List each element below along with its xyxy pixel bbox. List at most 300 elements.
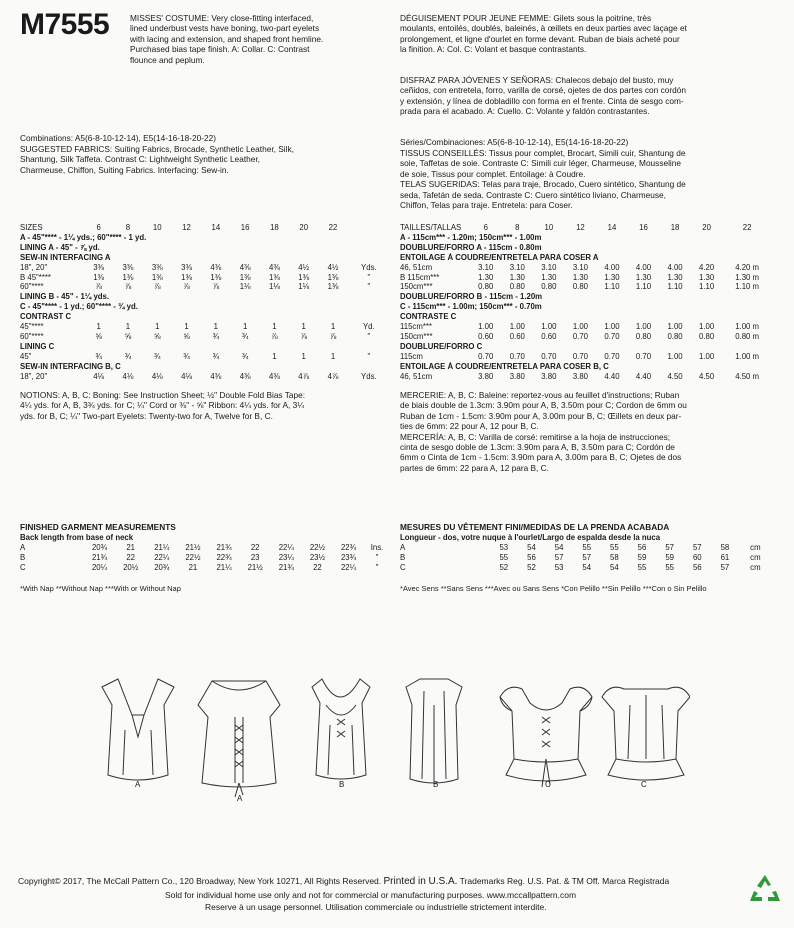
table-row [400, 342, 772, 352]
spanish-description [400, 75, 686, 117]
table-row [20, 243, 390, 253]
table-row [20, 342, 390, 352]
table-cell: 1.00 m [735, 322, 760, 332]
table-cell: 57 [582, 552, 592, 562]
table-cell: 4.20 m [735, 262, 760, 272]
table-cell: 1.10 [635, 282, 652, 292]
table-cell: 1⅛ [239, 282, 251, 292]
table-cell: A - 45"**** - 1¼ yds.; 60"**** - 1 yd. [20, 232, 147, 242]
table-row [400, 292, 772, 302]
table-row [20, 312, 390, 322]
table-cell: 4.50 [699, 371, 715, 381]
table-cell: 1 [330, 322, 336, 332]
table-cell: ¾ [241, 331, 249, 341]
table-cell: 4⅜ [269, 371, 280, 381]
measurements-table-en [20, 533, 390, 573]
table-cell: 150cm*** [400, 282, 433, 292]
table-row [20, 332, 390, 342]
table-cell: 4⅜ [210, 371, 222, 381]
table-cell: 1.30 [509, 272, 525, 282]
suggested-fabrics [20, 144, 294, 175]
table-cell: 1.00 [699, 322, 715, 332]
table-cell: 14 [211, 223, 221, 232]
fabric-line: SUGGESTED FABRICS: Suiting Fabrics, Brocade, Synthetic Leather, Silk, [20, 144, 294, 154]
table-cell: 12 [576, 223, 585, 232]
view-label-c-back: C [641, 780, 647, 789]
table-cell: 1⅛ [269, 282, 280, 292]
table-cell: 1.30 m [735, 272, 760, 282]
view-b-front-sketch [312, 679, 370, 779]
table-cell: 21½ [247, 562, 263, 572]
table-cell: ⅞ [95, 282, 102, 292]
table-cell: " [367, 351, 371, 361]
table-cell: 57 [720, 562, 730, 572]
table-cell: 22½ [309, 542, 326, 552]
table-cell: B 45"**** [20, 272, 51, 282]
table-cell: 4.00 [667, 262, 683, 272]
notion-line: partes de 6mm: 22 para A, 12 para B, C. [400, 462, 549, 473]
fabric-line: TISSUS CONSEILLÉS: Tissus pour complet, Brocart, Simili cuir, Shantung de [400, 148, 686, 158]
measurements-title-en: FINISHED GARMENT MEASUREMENTS [20, 522, 176, 532]
table-cell: 58 [610, 552, 619, 562]
table-cell: ¾ [212, 331, 220, 341]
table-row [400, 243, 772, 253]
table-cell: 57 [692, 542, 702, 552]
table-row [20, 553, 390, 563]
table-cell: 1.00 [635, 322, 652, 332]
table-cell: Yds. [361, 371, 377, 381]
table-cell: 56 [692, 562, 702, 572]
table-cell: 1.10 [699, 282, 715, 292]
table-cell: ⅞ [183, 282, 190, 292]
table-cell: ⅞ [329, 331, 337, 341]
table-cell: 1.00 m [735, 351, 760, 361]
fabric-line: Charmeuse, Chiffon, Suiting Fabrics. Interfacing: Sew-in. [20, 164, 229, 175]
table-row [400, 553, 772, 563]
table-cell: 20 [702, 223, 711, 232]
table-cell: 45"**** [20, 322, 44, 332]
table-cell: 4⅛ [181, 371, 192, 381]
english-description [130, 13, 323, 65]
table-cell: 55 [637, 562, 647, 572]
table-cell: 4½ [298, 262, 310, 272]
table-cell: 61 [720, 552, 730, 562]
notion-line: Ruban de 1cm - 1.5cm: 3.90m pour A, 3.00m pour B, C; Œillets en deux par- [400, 410, 682, 421]
table-cell: 1 [301, 322, 306, 332]
table-cell: 4⅛ [122, 371, 134, 381]
table-cell: ¾ [183, 351, 190, 361]
table-cell: 22¾ [340, 542, 357, 552]
table-row [400, 233, 772, 243]
view-label-b-front: B [339, 780, 345, 789]
table-row [20, 543, 390, 553]
table-cell: Ins. [370, 542, 384, 552]
table-cell: 18 [670, 223, 680, 232]
table-cell: ⅝ [153, 331, 161, 341]
view-c-front-sketch [500, 687, 592, 787]
table-cell: ⅞ [153, 282, 161, 292]
table-cell: 10 [152, 223, 162, 232]
table-cell: 0.70 [572, 351, 588, 361]
table-cell: 3.80 [572, 371, 588, 381]
table-cell: SEW-IN INTERFACING A [20, 252, 111, 262]
measurements-table-fr-es [400, 533, 772, 573]
table-cell: 0.60 [509, 331, 525, 341]
table-cell: 0.80 [541, 282, 557, 292]
table-cell: 53 [499, 542, 509, 552]
table-cell: 16 [240, 223, 250, 232]
table-cell: 1.30 [699, 272, 715, 282]
table-cell: C [400, 562, 406, 572]
table-cell: CONTRASTE C [400, 312, 457, 322]
table-row [20, 533, 390, 543]
table-cell: 60"**** [20, 331, 44, 341]
table-cell: 0.80 [635, 331, 652, 341]
description-line: prolongement, et ligne d'ourlet en forme devant. Ruban de biais acheté pour [400, 33, 680, 44]
table-cell: 1.30 [572, 272, 588, 282]
table-cell: 3⅜ [93, 262, 105, 272]
table-cell: 1.00 [699, 351, 715, 361]
table-cell: ¾ [241, 351, 249, 361]
table-cell: 21 [188, 562, 198, 572]
table-cell: 57 [665, 542, 674, 552]
table-cell: 21½ [185, 542, 201, 552]
table-cell: 21¾ [216, 542, 232, 552]
table-cell: ENTOILAGE À COUDRE/ENTRETELA PARA COSER B, C [400, 361, 609, 371]
table-cell: 22 [328, 223, 338, 232]
yardage-table-en [20, 223, 390, 382]
table-cell: 4.20 [699, 262, 715, 272]
table-row [20, 563, 390, 573]
table-cell: 20½ [123, 562, 139, 572]
table-cell: 0.80 m [735, 331, 760, 341]
table-cell: Back length from base of neck [20, 533, 134, 542]
table-cell: 150cm*** [400, 331, 433, 341]
french-description [400, 13, 687, 55]
table-row [400, 372, 772, 382]
table-cell: 20¾ [154, 562, 170, 572]
table-cell: 1.30 [478, 272, 494, 282]
table-cell: ⅞ [271, 331, 278, 341]
table-cell: 52 [527, 562, 536, 572]
table-row [400, 273, 772, 283]
notion-line: de biais double de 1.3cm: 3.90m pour A, B, 3.50m pour C; Cordon de 6mm ou [400, 400, 687, 411]
table-cell: 1 [213, 322, 218, 332]
table-cell: 60"**** [20, 282, 44, 292]
notions-en [20, 390, 305, 421]
table-cell: ⅞ [212, 282, 220, 292]
table-cell: 1.00 [604, 322, 620, 332]
description-line: DÉGUISEMENT POUR JEUNE FEMME: Gilets sous la poitrine, très [400, 13, 652, 23]
table-cell: 18", 20" [20, 262, 48, 272]
table-row [20, 233, 390, 243]
table-cell: 1⅜ [269, 272, 280, 282]
description-line: y extensión, y línea de dobladillo con forma en el frente. Cinta de sesgo com- [400, 95, 684, 106]
table-row [20, 352, 390, 362]
table-cell: DOUBLURE/FORRO A - 115cm - 0.80m [400, 242, 542, 252]
table-cell: ⅞ [124, 282, 132, 292]
table-row [20, 223, 390, 233]
table-cell: 1.10 [604, 282, 620, 292]
table-cell: DOUBLURE/FORRO B - 115cm - 1.20m [400, 292, 543, 302]
table-cell: DOUBLURE/FORRO C [400, 341, 483, 351]
table-cell: LINING A - 45" - ⅞ yd. [20, 242, 100, 252]
tissus-telas [400, 148, 686, 210]
table-cell: 1⅜ [327, 272, 339, 282]
table-cell: 55 [610, 542, 619, 552]
table-cell: 21¾ [278, 562, 294, 572]
table-row [400, 543, 772, 553]
table-row [20, 322, 390, 332]
fabric-line: TELAS SUGERIDAS: Telas para traje, Brocado, Cuero sintético, Shantung de [400, 179, 686, 190]
table-cell: 10 [544, 223, 554, 232]
table-cell: 54 [527, 542, 536, 552]
table-cell: 22¼ [154, 552, 170, 562]
notion-line: 6mm o Cinta de 1cm - 1.5cm: 3.90m para A, 3.00m para B, C; Ojetes de dos [400, 452, 682, 463]
table-cell: 1⅜ [298, 272, 310, 282]
table-cell: cm [750, 562, 761, 572]
table-cell: 1.10 [667, 282, 683, 292]
mercerie-merceria [400, 390, 687, 473]
notion-line: ties de 6mm: 22 pour A, 12 pour B, C. [400, 421, 539, 432]
table-row [400, 563, 772, 573]
table-row [400, 263, 772, 273]
table-cell: 59 [637, 552, 647, 562]
table-row [400, 253, 772, 263]
table-cell: 1 [301, 351, 306, 361]
table-cell: C [20, 562, 26, 572]
table-cell: ¾ [124, 351, 132, 361]
table-cell: " [367, 282, 371, 292]
description-line: ceñidos, con entretela, forro, varilla de corsé, ojetes de dos partes con cordón [400, 85, 686, 96]
table-cell: 3⅜ [181, 262, 192, 272]
description-line: MISSES' COSTUME: Very close-fitting interfaced, [130, 13, 314, 23]
table-cell: cm [750, 552, 761, 562]
table-cell: 55 [665, 562, 674, 572]
table-row [20, 253, 390, 263]
description-line: prada para el acabado. A: Cuello. C: Volante y faldón contrastantes. [400, 106, 650, 117]
table-cell: 23½ [309, 552, 326, 562]
table-cell: ⅝ [95, 331, 102, 341]
table-cell: ENTOILAGE À COUDRE/ENTRETELA PARA COSER A [400, 252, 599, 262]
table-cell: 4⅞ [298, 371, 310, 381]
table-cell: 46, 51cm [400, 262, 433, 272]
table-cell: 0.70 [635, 351, 652, 361]
table-cell: B 115cm*** [400, 272, 440, 282]
table-cell: 22¼ [278, 542, 294, 552]
table-cell: 12 [182, 223, 191, 232]
table-cell: C - 45"**** - 1 yd.; 60"**** - ¾ yd. [20, 302, 138, 312]
table-cell: 22 [126, 552, 136, 562]
table-cell: 0.60 [478, 331, 494, 341]
table-row [400, 332, 772, 342]
table-cell: 58 [720, 542, 730, 552]
table-cell: 0.80 [509, 282, 525, 292]
table-cell: 59 [665, 552, 674, 562]
table-row [400, 302, 772, 312]
table-cell: LINING C [20, 341, 55, 351]
table-cell: 22¼ [340, 562, 357, 572]
table-cell: 0.70 [509, 351, 525, 361]
table-cell: 52 [499, 562, 509, 572]
view-label-c-front: C [545, 780, 551, 789]
table-cell: 22¾ [216, 552, 232, 562]
table-cell: 21¼ [154, 542, 170, 552]
table-cell: 4.00 [604, 262, 620, 272]
fabric-line: soie, Taffetas de soie. Contraste C: Simili cuir léger, Charmeuse, Mousseline [400, 158, 681, 169]
description-line: Purchased bias tape finish. A: Collar. C: Contrast [130, 44, 310, 55]
table-cell: 55 [582, 542, 592, 552]
home-use-note: Sold for individual home use only and not for commercial or manufacturing purposes. www.mccallpattern.com [165, 890, 577, 900]
table-cell: A [20, 542, 26, 552]
table-cell: ¾ [212, 351, 220, 361]
table-cell: 1 [96, 322, 101, 332]
table-cell: 1⅜ [93, 272, 105, 282]
table-cell: CONTRAST C [20, 312, 72, 322]
description-line: lined underbust vests have boning, two-part eyelets [130, 23, 320, 34]
table-cell: 53 [554, 562, 564, 572]
table-cell: 18", 20" [20, 371, 48, 381]
table-row [400, 533, 772, 543]
table-cell: Yds. [361, 262, 377, 272]
table-cell: LINING B - 45" - 1¼ yds. [20, 292, 110, 302]
table-cell: 3.80 [509, 371, 525, 381]
table-cell: 3.10 [509, 262, 525, 272]
table-cell: 1⅜ [181, 272, 192, 282]
copyright-line: Copyright© 2017, The McCall Pattern Co., 120 Broadway, New York 10271, All Rights Reserved. Printed in U.S.A. Trademarks Reg. U.S. Pat. & TM Off. Marca Registrada [18, 876, 670, 887]
measurements-title-fr-es: MESURES DU VÊTEMENT FINI/MEDIDAS DE LA PRENDA ACABADA [400, 522, 670, 532]
table-cell: 4⅜ [210, 262, 222, 272]
table-cell: 4⅜ [239, 371, 251, 381]
table-cell: 8 [515, 223, 520, 232]
french-use-note: Reserve à un usage personnel. Utilisation commerciale ou industrielle strictement interdite. [205, 902, 547, 912]
table-cell: 6 [483, 223, 488, 232]
table-cell [348, 223, 390, 233]
table-cell: 1.00 [509, 322, 525, 332]
table-row [400, 223, 772, 233]
table-cell: 0.80 [478, 282, 494, 292]
table-cell: 8 [125, 223, 131, 232]
table-cell: 115cm [400, 351, 423, 361]
table-cell: 3.80 [478, 371, 494, 381]
table-cell: TAILLES/TALLAS [400, 223, 462, 232]
combinations-en: Combinations: A5(6-8-10-12-14), E5(14-16-18-20-22) [20, 133, 217, 143]
table-cell: 0.80 [572, 282, 588, 292]
table-cell: " [375, 552, 379, 562]
table-cell: B [400, 552, 406, 562]
table-cell: 1⅜ [239, 272, 251, 282]
table-cell: 0.70 [478, 351, 494, 361]
table-cell: 1.30 [667, 272, 683, 282]
table-row [20, 282, 390, 292]
table-cell: A [400, 542, 406, 552]
table-cell: 1 [155, 322, 160, 332]
table-cell: 1.30 [635, 272, 652, 282]
table-row [400, 312, 772, 322]
table-cell: 1⅜ [151, 272, 163, 282]
table-row [20, 372, 390, 382]
table-cell: 54 [554, 542, 564, 552]
table-cell: 1⅛ [298, 282, 310, 292]
view-label-b-back: B [433, 780, 439, 789]
table-row [20, 362, 390, 372]
table-cell: 56 [637, 542, 647, 552]
table-cell: 4.50 [667, 371, 683, 381]
description-line: DISFRAZ PARA JÓVENES Y SEÑORAS: Chalecos debajo del busto, muy [400, 75, 674, 85]
table-cell: 20¾ [91, 542, 108, 552]
table-cell: 4.50 m [735, 371, 760, 381]
description-line: moulants, entoilés, doublés, baleinés, à œillets en deux parties avec laçage et [400, 23, 687, 34]
table-cell: ¾ [153, 351, 161, 361]
table-cell: " [367, 331, 371, 341]
table-cell: 22 [742, 223, 752, 232]
table-cell: 46, 51cm [400, 371, 433, 381]
table-cell: 22 [250, 542, 260, 552]
table-cell: ⅝ [124, 331, 132, 341]
table-cell: 1 [272, 351, 277, 361]
table-cell: 16 [639, 223, 648, 232]
notion-line: MERCERIE: A, B, C: Baleine: reportez-vous au feuillet d'instructions; Ruban [400, 390, 680, 400]
table-cell: 22 [313, 562, 322, 572]
table-cell: 3⅜ [151, 262, 163, 272]
table-row [400, 362, 772, 372]
table-cell: 57 [554, 552, 564, 562]
table-cell: 55 [499, 552, 509, 562]
table-row [400, 322, 772, 332]
pattern-number: M7555 [20, 8, 110, 41]
table-cell: C - 115cm*** - 1.00m; 150cm*** - 0.70m [400, 302, 542, 312]
table-cell: 3.10 [541, 262, 557, 272]
table-cell: 1.30 [604, 272, 620, 282]
table-cell: 23¾ [340, 552, 357, 562]
table-cell: 4.40 [635, 371, 652, 381]
table-cell: 1.10 m [735, 282, 760, 292]
combinations-fr-es: Séries/Combinaciones: A5(6-8-10-12-14), E5(14-16-18-20-22) [400, 137, 629, 147]
table-cell: B [20, 552, 26, 562]
table-cell: 21 [126, 542, 136, 552]
table-cell: 3⅜ [122, 262, 134, 272]
table-cell: cm [750, 542, 761, 552]
table-cell: 3.80 [541, 371, 557, 381]
table-cell: 4.00 [635, 262, 652, 272]
table-cell: 0.80 [667, 331, 683, 341]
table-cell: 1 [184, 322, 189, 332]
recycle-icon [748, 873, 782, 907]
table-cell: 22½ [185, 552, 201, 562]
fabric-line: seda, Tafetán de seda. Contraste C: Cuero sintético liviano, Charmeuse, [400, 189, 666, 200]
notion-line: 4¼ yds. for A, B, 3¾ yds. for C; ¼" Cord or ⅜" - ⅝" Ribbon: 4¼ yds. for A, 3¼ [20, 400, 305, 411]
table-row [400, 352, 772, 362]
view-label-a-front: A [135, 780, 141, 789]
notion-line: MERCERÍA: A, B, C: Varilla de corsé: remitirse a la hoja de instrucciones; [400, 431, 671, 442]
table-cell: A - 115cm*** - 1.20m; 150cm*** - 1.00m [400, 232, 542, 242]
notion-line: NOTIONS: A, B, C: Boning: See Instruction Sheet; ½" Double Fold Bias Tape: [20, 390, 306, 400]
table-cell: 1.00 [478, 322, 494, 332]
table-cell: 4⅜ [239, 262, 251, 272]
table-cell: 23¼ [278, 552, 294, 562]
table-cell: Yd. [362, 322, 375, 332]
table-cell: 6 [96, 223, 101, 232]
table-cell: 54 [610, 562, 619, 572]
table-cell: 45" [20, 351, 32, 361]
table-cell: 1 [272, 322, 277, 332]
table-cell: ⅞ [300, 331, 307, 341]
table-cell: 0.70 [541, 351, 557, 361]
view-a-front-sketch [102, 679, 174, 780]
table-row [400, 282, 772, 292]
table-cell: 4⅞ [327, 371, 339, 381]
notion-line: cinta de sesgo doble de 1.3cm: 3.90m para A, B, 3.50m para C; Cordón de [400, 442, 675, 453]
